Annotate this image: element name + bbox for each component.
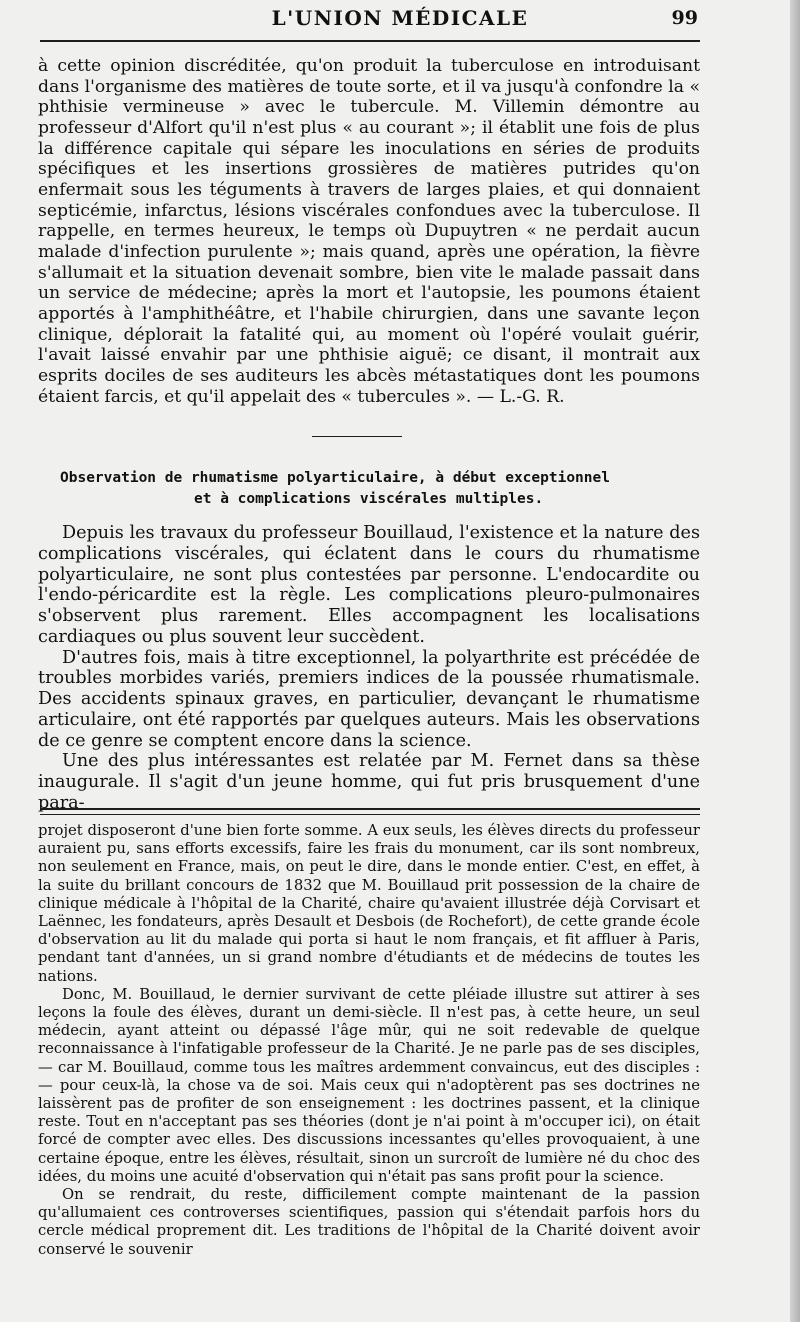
page-number: 99 xyxy=(671,7,698,29)
footnote-separator xyxy=(40,808,700,815)
footnote-paragraph: projet disposeront d'une bien forte somme. A eux seuls, les élèves directs du professeur auraient pu, sans efforts excessifs, faire les frais du monument, car ils sont nombreux, non seulement en France, mais, on peut le dire, dans le monde entier. C'est, en effet, à la suite du brillant concours de 1832 que M. Bouillaud prit possession de la chaire de clinique médicale à l'hôpital de la Charité, chaire qu'avaient illustrée déjà Corvisart et Laënnec, les fondateurs, après Desault et Desbois (de Rochefort), de cette grande école d'observation au lit du malade qui porta si haut le nom français, et fit affluer à Paris, pendant tant d'années, un si grand nombre d'étudiants et de médecins de toutes les nations. xyxy=(38,822,700,985)
footnote-paragraph: On se rendrait, du reste, difficilement compte maintenant de la passion qu'allumaient ces controverses scientifiques, passion qui s'étendait parfois hors du cercle médical proprement dit. Les traditions de l'hôpital de la Charité doivent avoir conservé le souvenir xyxy=(38,1186,700,1258)
article-title xyxy=(60,468,700,510)
header-rule xyxy=(40,40,700,42)
page-edge-shadow xyxy=(790,0,800,1322)
footnote-paragraph: Donc, M. Bouillaud, le dernier survivant de cette pléiade illustre sut attirer à ses leçons la foule des élèves, durant un demi-siècle. Il n'est pas, à cette heure, un seul médecin, ayant atteint ou dépassé l'âge mûr, qui ne soit redevable de quelque reconnaissance à l'infatigable professeur de la Charité. Je ne parle pas de ses disciples, — car M. Bouillaud, comme tous les maîtres ardemment convaincus, eut des disciples : — pour ceux-là, la chose va de soi. Mais ceux qui n'adoptèrent pas ses doctrines ne laissèrent pas de profiter de son enseignement : les doctrines passent, et la clinique reste. Tout en n'acceptant pas ses théories (dont je n'ai point à m'occuper ici), on était forcé de compter avec elles. Des discussions incessantes qu'elles provoquaient, à une certaine époque, entre les élèves, résultait, sinon un surcroît de lumière né du choc des idées, du moins une acuité d'observation qui n'était pas sans profit pour la science. xyxy=(38,985,700,1185)
continued-paragraph: à cette opinion discréditée, qu'on produit la tuberculose en introduisant dans l'organisme des matières de toute sorte, et il va jusqu'à confondre la « phthisie vermineuse » avec le tubercule. M. Villemin démontre au professeur d'Alfort qu'il n'est plus « au courant »; il établit une fois de plus la différence capitale qui sépare les inoculations en séries de produits spécifiques et les insertions grossières de matières putrides qu'on enfermait sous les téguments à travers de larges plaies, et qui donnaient septicémie, infarctus, lésions viscérales confondues avec la tuberculose. Il rappelle, en termes heureux, le temps où Dupuytren « ne perdait aucun malade d'infection purulente »; mais quand, après une opération, la fièvre s'allumait et la situation devenait sombre, bien vite le malade passait dans un service de médecine; après la mort et l'autopsie, les poumons étaient apportés à l'amphithéâtre, et l'habile chirurgien, dans une savante leçon clinique, déplorait la fatalité qui, au moment où l'opéré voulait guérir, l'avait laissé envahir par une phthisie aiguë; ce disant, il montrait aux esprits dociles de ses auditeurs les abcès métastatiques dont les poumons étaient farcis, et qu'il appelait des « tubercules ». — L.-G. R. xyxy=(38,56,700,407)
article-title-line-1: Observation de rhumatisme polyarticulaire, à début exceptionnel xyxy=(60,470,610,486)
footnote xyxy=(38,822,700,1259)
article-body xyxy=(38,523,700,814)
page-header xyxy=(0,6,800,34)
body-paragraph: D'autres fois, mais à titre exceptionnel, la polyarthrite est précédée de troubles morbides variés, premiers indices de la poussée rhumatismale. Des accidents spinaux graves, en particulier, devançant le rhumatisme articulaire, ont été rapportés par quelques auteurs. Mais les observations de ce genre se comptent encore dans la science. xyxy=(38,647,700,751)
running-title: L'UNION MÉDICALE xyxy=(271,6,529,30)
body-paragraph: Depuis les travaux du professeur Bouillaud, l'existence et la nature des complications viscérales, qui éclatent dans le cours du rhumatisme polyarticulaire, ne sont plus contestées par personne. L'endocardite ou l'endo-péricardite est la règle. Les complications pleuro-pulmonaires s'observent plus rarement. Elles accompagnent les localisations cardiaques ou plus souvent leur succèdent. xyxy=(38,523,700,647)
article-title-line-2: et à complications viscérales multiples. xyxy=(194,491,544,507)
body-paragraph: Une des plus intéressantes est relatée par M. Fernet dans sa thèse inaugurale. Il s'agit d'un jeune homme, qui fut pris brusquement d'une para- xyxy=(38,751,700,813)
section-separator xyxy=(312,436,402,437)
